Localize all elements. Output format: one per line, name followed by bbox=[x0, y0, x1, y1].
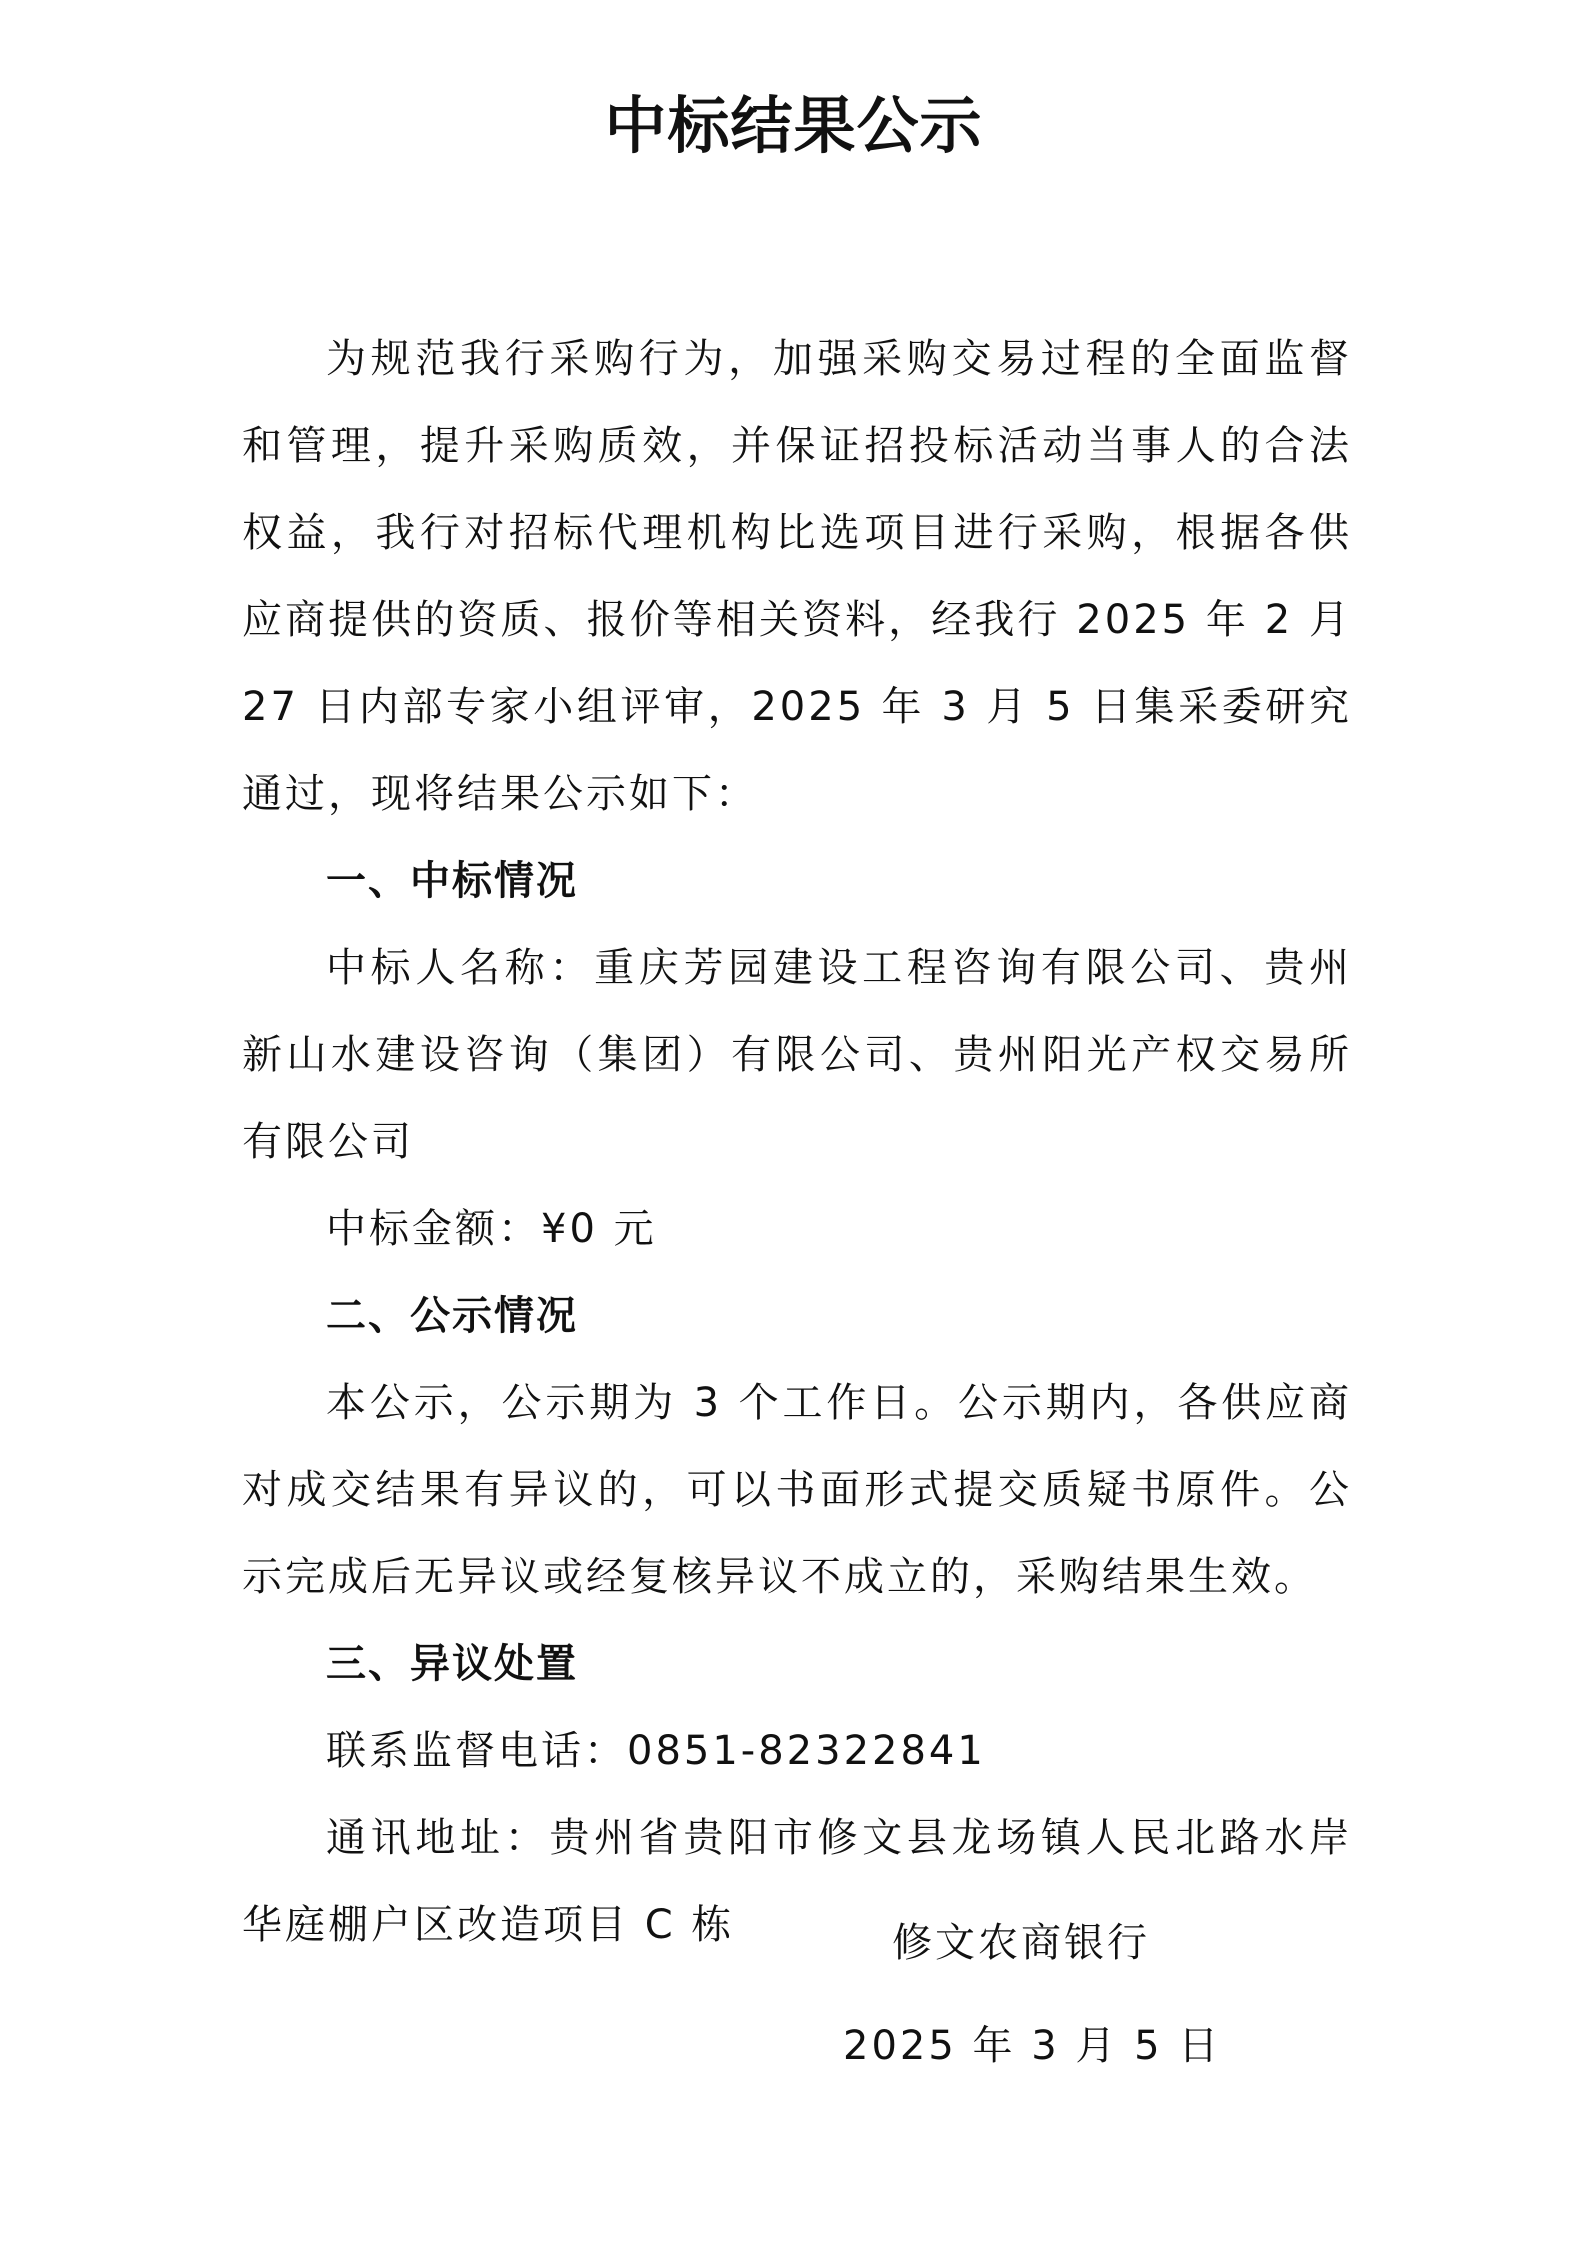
section-heading-publicity: 二、公示情况 bbox=[326, 1293, 578, 1339]
signature-date: 2025 年 3 月 5 日 bbox=[843, 2023, 1222, 2069]
intro-paragraph: 为规范我行采购行为，加强采购交易过程的全面监督和管理，提升采购质效，并保证招投标活动当事人的合法权益，我行对招标代理机构比选项目进行采购，根据各供应商提供的资质、报价等相关资料，经我行 2025 年 2 月 27 日内部专家小组评审，2025 年 3 月 5 日集采委研究通过，现将结果公示如下： bbox=[242, 336, 1352, 817]
winning-amount-paragraph: 中标金额：¥0 元 bbox=[326, 1206, 657, 1252]
section-heading-winning-bid: 一、中标情况 bbox=[326, 858, 578, 904]
document-title: 中标结果公示 bbox=[604, 89, 983, 162]
supervision-phone-paragraph: 联系监督电话：0851-82322841 bbox=[326, 1728, 986, 1774]
winner-names-paragraph: 中标人名称：重庆芳园建设工程咨询有限公司、贵州新山水建设咨询（集团）有限公司、贵州阳光产权交易所有限公司 bbox=[242, 945, 1352, 1165]
document-body bbox=[242, 316, 1352, 1969]
publicity-paragraph: 本公示，公示期为 3 个工作日。公示期内，各供应商对成交结果有异议的，可以书面形式提交质疑书原件。公示完成后无异议或经复核异议不成立的，采购结果生效。 bbox=[242, 1380, 1352, 1600]
signature-org: 修文农商银行 bbox=[892, 1920, 1150, 1966]
section-heading-objection: 三、异议处置 bbox=[326, 1641, 578, 1687]
mailing-address-paragraph: 通讯地址：贵州省贵阳市修文县龙场镇人民北路水岸华庭棚户区改造项目 C 栋 bbox=[242, 1815, 1352, 1948]
